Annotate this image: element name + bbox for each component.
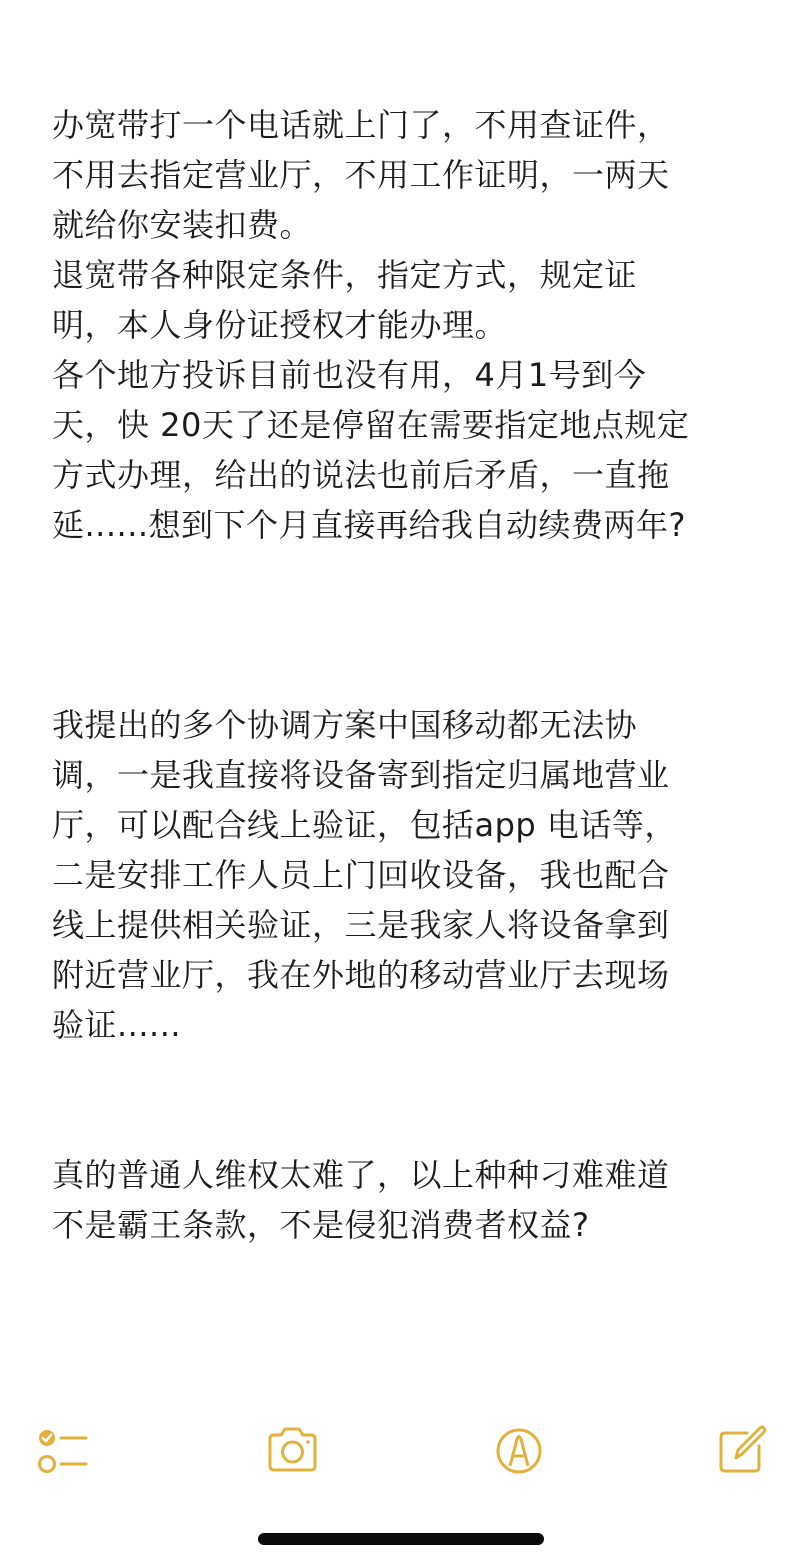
compose-icon [714,1422,770,1478]
note-line: 验证...... [52,1006,182,1044]
blank-line [52,1050,752,1100]
blank-line [52,650,752,700]
camera-button[interactable] [264,1422,320,1478]
note-line: 调，一是我直接将设备寄到指定归属地营业 [52,756,670,794]
blank-line [52,600,752,650]
checklist-button[interactable] [32,1422,88,1478]
note-line: 各个地方投诉目前也没有用，4月1号到今 [52,356,647,394]
note-line: 我提出的多个协调方案中国移动都无法协 [52,706,638,744]
note-line: 明，本人身份证授权才能办理。 [52,306,508,344]
note-line: 不用去指定营业厅，不用工作证明，一两天 [52,156,670,194]
note-line: 延......想到下个月直接再给我自动续费两年? [52,506,687,544]
note-line: 办宽带打一个电话就上门了，不用查证件， [52,106,670,144]
note-line: 真的普通人维权太难了，以上种种刁难难道 [52,1156,670,1194]
camera-icon [264,1422,320,1478]
note-line: 厅，可以配合线上验证，包括app 电话等， [52,806,677,844]
markup-pen-icon [491,1422,547,1478]
note-line: 附近营业厅，我在外地的移动营业厅去现场 [52,956,670,994]
blank-line [52,550,752,600]
compose-button[interactable] [714,1422,770,1478]
bottom-toolbar [0,1418,800,1482]
note-line: 方式办理，给出的说法也前后矛盾，一直拖 [52,456,670,494]
note-line: 不是霸王条款，不是侵犯消费者权益? [52,1206,590,1244]
note-body[interactable] [52,100,752,1250]
markup-button[interactable] [491,1422,547,1478]
note-line: 就给你安装扣费。 [52,206,313,244]
blank-line [52,1100,752,1150]
note-line: 天，快 20天了还是停留在需要指定地点规定 [52,406,690,444]
checklist-icon [32,1422,88,1478]
note-line: 线上提供相关验证，三是我家人将设备拿到 [52,906,670,944]
note-line: 二是安排工作人员上门回收设备，我也配合 [52,856,670,894]
note-line: 退宽带各种限定条件，指定方式，规定证 [52,256,638,294]
home-indicator[interactable] [258,1533,544,1545]
